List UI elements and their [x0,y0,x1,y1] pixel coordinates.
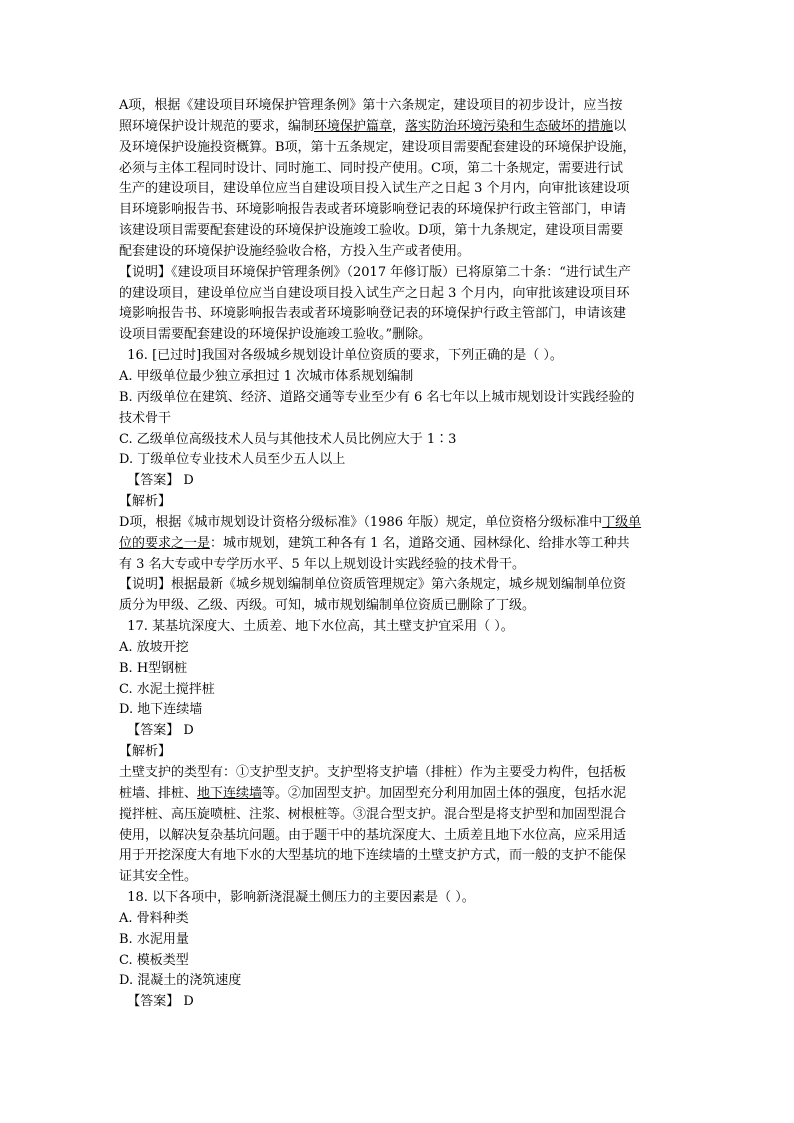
text-segment: 【说明】根据最新《城乡规划编制单位资质管理规定》第六条规定，城乡规划编制单位资 [119,577,627,593]
text-line [119,96,679,117]
text-line [119,680,679,701]
text-line [119,159,679,180]
text-segment: A. 骨料种类 [119,910,189,926]
text-segment: 的建设项目，建设单位应当自建设项目投入试生产之日起 3 个月内，向审批该建设项目环 [119,285,630,301]
text-line [119,638,679,659]
text-line [119,242,679,263]
text-segment: 有 3 名大专或中专学历水平、5 年以上规划设计实践经验的技术骨干。 [119,556,525,572]
text-segment: D. 地下连续墙 [119,702,203,718]
text-segment: 及环境保护设施投资概算。B项，第十五条规定，建设项目需要配套建设的环境保护设施， [119,139,636,155]
text-segment: 搅拌桩、高压旋喷桩、注浆、树根桩等。③混合型支护。混合型是将支护型和加固型混合 [119,806,627,822]
text-segment: 该建设项目需要配套建设的环境保护设施竣工验收。D项，第十九条规定，建设项目需要 [119,223,624,239]
text-line [119,930,679,951]
text-segment: 【答案】 D [119,723,194,739]
text-segment: 必须与主体工程同时设计、同时施工、同时投产使用。C项，第二十条规定，需要进行试 [119,160,623,176]
text-segment: 等。②加固型支护。加固型充分利用加固土体的强度，包括水泥 [262,785,627,801]
text-line [119,784,679,805]
text-segment: ：城市规划，建筑工种各有 1 名，道路交通、园林绿化、给排水等工种共 [210,535,630,551]
text-line [119,867,679,888]
text-line [119,263,679,284]
text-line [119,826,679,847]
text-line [119,409,679,430]
text-segment: 目环境影响报告书、环境影响报告表或者环境影响登记表的环境保护行政主管部门，申请 [119,202,627,218]
text-segment: 土壁支护的类型有：①支护型支护。支护型将支护墙（排桩）作为主要受力构件，包括板 [119,765,627,780]
text-segment: 质分为甲级、乙级、丙级。可知，城市规划编制单位资质已删除了丁级。 [119,598,536,614]
text-segment: 【答案】 D [119,473,194,489]
text-line [119,909,679,930]
underlined-text: 地下连续墙 [197,785,263,801]
text-line [119,325,679,346]
text-segment: B. 水泥用量 [119,931,189,947]
text-line [119,763,679,784]
text-segment: 证其安全性。 [119,869,198,885]
text-line [119,388,679,409]
text-segment: 16. [已过时]我国对各级城乡规划设计单位资质的要求，下列正确的是（ ）。 [119,348,563,364]
text-line [119,367,679,388]
text-line [119,700,679,721]
text-line [119,596,679,617]
text-line [119,138,679,159]
text-segment: C. 模板类型 [119,952,189,968]
text-line [119,200,679,221]
text-line [119,555,679,576]
text-segment: A项，根据《建设项目环境保护管理条例》第十六条规定，建设项目的初步设计，应当按 [119,98,623,113]
text-line [119,888,679,909]
underlined-text: 丁级单 [602,514,642,530]
text-segment: ， [392,118,406,134]
text-segment: 桩墙、排桩、 [119,785,198,801]
text-line [119,951,679,972]
text-segment: 配套建设的环境保护设施经验收合格，方投入生产或者使用。 [119,243,471,259]
text-line [119,534,679,555]
text-line [119,513,679,534]
text-segment: D. 混凝土的浇筑速度 [119,973,242,989]
text-line [119,575,679,596]
text-segment: 18. 以下各项中，影响新浇混凝土侧压力的主要因素是（ ）。 [119,890,475,906]
text-line [119,742,679,763]
text-segment: 生产的建设项目，建设单位应当自建设项目投入试生产之日起 3 个月内，向审批该建设项 [119,181,630,197]
text-segment: B. H型钢桩 [119,660,188,676]
text-segment: C. 乙级单位高级技术人员与其他技术人员比例应大于 1∶3 [119,431,457,447]
underlined-text: 位的要求之一是 [119,535,211,551]
text-line [119,992,679,1013]
underlined-text: 环境保护篇章 [314,118,393,134]
text-segment: D. 丁级单位专业技术人员至少五人以上 [119,452,346,468]
text-segment: A. 放坡开挖 [119,639,189,655]
text-segment: 以 [613,118,627,134]
text-line [119,179,679,200]
text-line [119,659,679,680]
text-segment: 17. 某基坑深度大、土质差、地下水位高，其土壁支护宜采用（ ）。 [119,619,514,635]
text-segment: 使用，以解决复杂基坑问题。由于题干中的基坑深度大、土质差且地下水位高，应采用适 [119,827,627,843]
text-segment: 【解析】 [119,494,172,510]
text-line [119,117,679,138]
text-line [119,471,679,492]
text-segment: 照环境保护设计规范的要求，编制 [119,118,315,134]
text-line [119,721,679,742]
text-line [119,430,679,451]
text-segment: 用于开挖深度大有地下水的大型基坑的地下连续墙的土壁支护方式，而一般的支护不能保 [119,848,627,864]
text-segment: A. 甲级单位最少独立承担过 1 次城市体系规划编制 [119,368,414,384]
text-segment: 【解析】 [119,744,172,760]
document-body [119,96,679,1013]
text-line [119,617,679,638]
text-segment: 【答案】 D [119,994,194,1010]
text-line [119,971,679,992]
text-line [119,805,679,826]
text-line [119,450,679,471]
text-segment: 技术骨干 [119,410,172,426]
text-line [119,846,679,867]
text-segment: 设项目需要配套建设的环境保护设施竣工验收。”删除。 [119,327,432,343]
text-segment: C. 水泥土搅拌桩 [119,681,215,697]
text-segment: 【说明】《建设项目环境保护管理条例》（2017 年修订版）已将原第二十条：“进行试生产 [119,264,631,280]
text-line [119,304,679,325]
text-line [119,284,679,305]
text-line [119,221,679,242]
text-segment: B. 丙级单位在建筑、经济、道路交通等专业至少有 6 名七年以上城市规划设计实践经验的 [119,389,635,405]
text-segment: D项，根据《城市规划设计资格分级标准》（1986 年版）规定，单位资格分级标准中 [119,514,603,530]
text-segment: 境影响报告书、环境影响报告表或者环境影响登记表的环境保护行政主管部门，申请该建 [119,306,627,322]
text-line [119,346,679,367]
underlined-text: 落实防治环境污染和生态破坏的措施 [405,118,614,134]
text-line [119,492,679,513]
